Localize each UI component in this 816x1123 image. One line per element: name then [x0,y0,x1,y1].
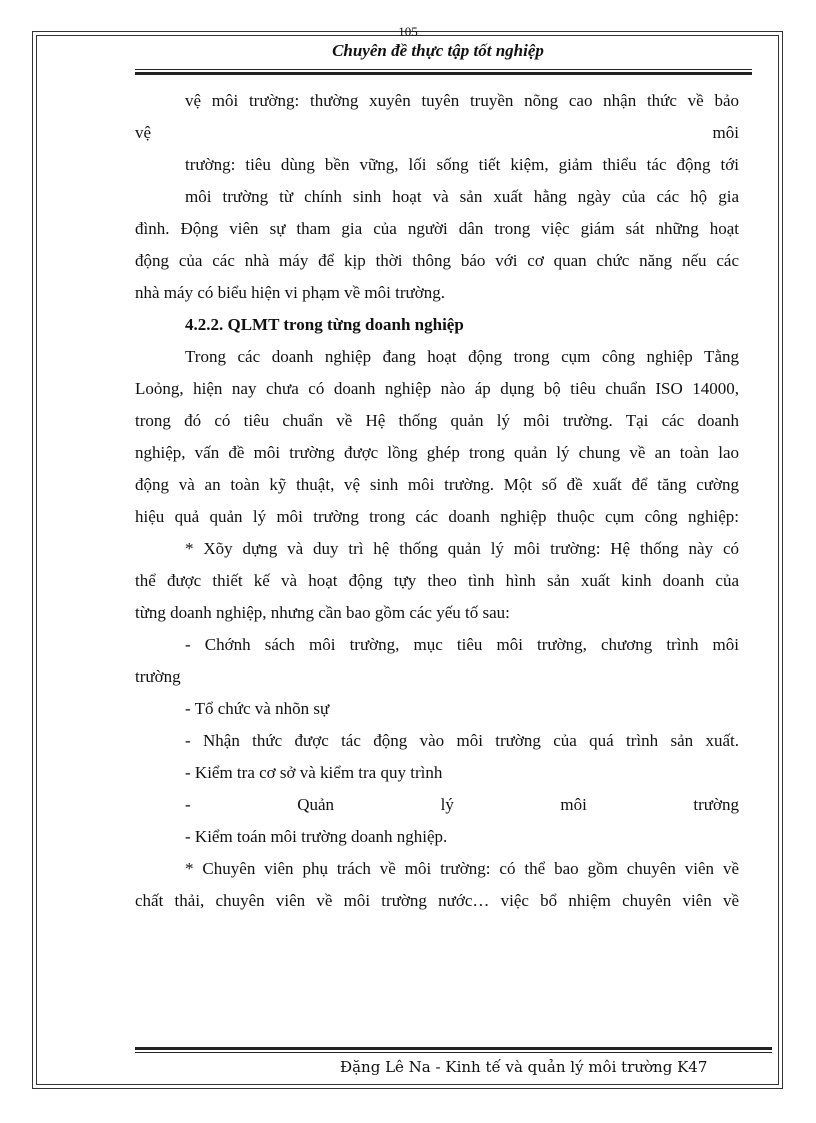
list-item-continuation: trường [135,667,181,686]
body-line: Loỏng, hiện nay chưa có doanh nghiệp nào áp dụng bộ tiêu chuẩn ISO 14000, [135,379,739,398]
list-item: - Kiểm tra cơ sở và kiểm tra quy trình [185,763,443,782]
body-line: động và an toàn kỹ thuật, vệ sinh môi trường. Một số đề xuất để tăng cường [135,475,739,494]
body-line: nghiệp, vấn đề môi trường được lồng ghép trong quản lý chung về an toàn lao [135,443,739,462]
body-text [135,88,739,920]
body-line: hiệu quả quản lý môi trường trong các doanh nghiệp thuộc cụm công nghiệp: [135,507,739,526]
body-line: vệ môi [135,123,739,142]
body-line: * Xõy dựng và duy trì hệ thống quản lý môi trường: Hệ thống này có [185,539,739,558]
footer-text: Đặng Lê Na - Kinh tế và quản lý môi trường K47 [340,1058,708,1076]
body-line: đình. Động viên sự tham gia của người dân trong việc giám sát những hoạt [135,219,739,238]
body-line: trường: tiêu dùng bền vững, lối sống tiết kiệm, giảm thiểu tác động tới [185,155,739,174]
body-line: thể được thiết kế và hoạt động tựy theo tình hình sản xuất kinh doanh của [135,571,739,590]
body-line: động của các nhà máy để kịp thời thông báo với cơ quan chức năng nếu các [135,251,739,270]
list-item: - Chớnh sách môi trường, mục tiêu môi trường, chương trình môi [185,635,739,654]
list-item: - Tổ chức và nhõn sự [185,699,330,718]
body-line: trong đó có tiêu chuẩn về Hệ thống quản lý môi trường. Tại các doanh [135,411,739,430]
header-rule-thick [135,72,752,75]
list-item: - Kiểm toán môi trường doanh nghiệp. [185,827,448,846]
section-heading: 4.2.2. QLMT trong từng doanh nghiệp [185,315,464,334]
header-title: Chuyên đề thực tập tốt nghiệp [332,41,544,60]
header-rule-thin [135,69,752,70]
body-line: nhà máy có biểu hiện vi phạm về môi trường. [135,283,445,302]
list-item: - Nhận thức được tác động vào môi trường của quá trình sản xuất. [185,731,739,750]
body-line: * Chuyên viên phụ trách về môi trường: có thể bao gồm chuyên viên về [185,859,739,878]
body-line: môi trường từ chính sinh hoạt và sản xuất hằng ngày của các hộ gia [185,187,739,206]
body-line: từng doanh nghiệp, nhưng cần bao gồm các yếu tố sau: [135,603,510,622]
body-line: Trong các doanh nghiệp đang hoạt động trong cụm công nghiệp Tằng [185,347,739,366]
page-number: 105 [398,24,418,39]
body-line: chất thải, chuyên viên về môi trường nước… việc bổ nhiệm chuyên viên về [135,891,739,910]
footer-rule-thin [135,1052,772,1053]
list-item: - Quản lý môi trường [185,795,739,814]
body-line: vệ môi trường: thường xuyên tuyên truyền nõng cao nhận thức về bảo [185,91,739,110]
footer-rule-thick [135,1047,772,1050]
